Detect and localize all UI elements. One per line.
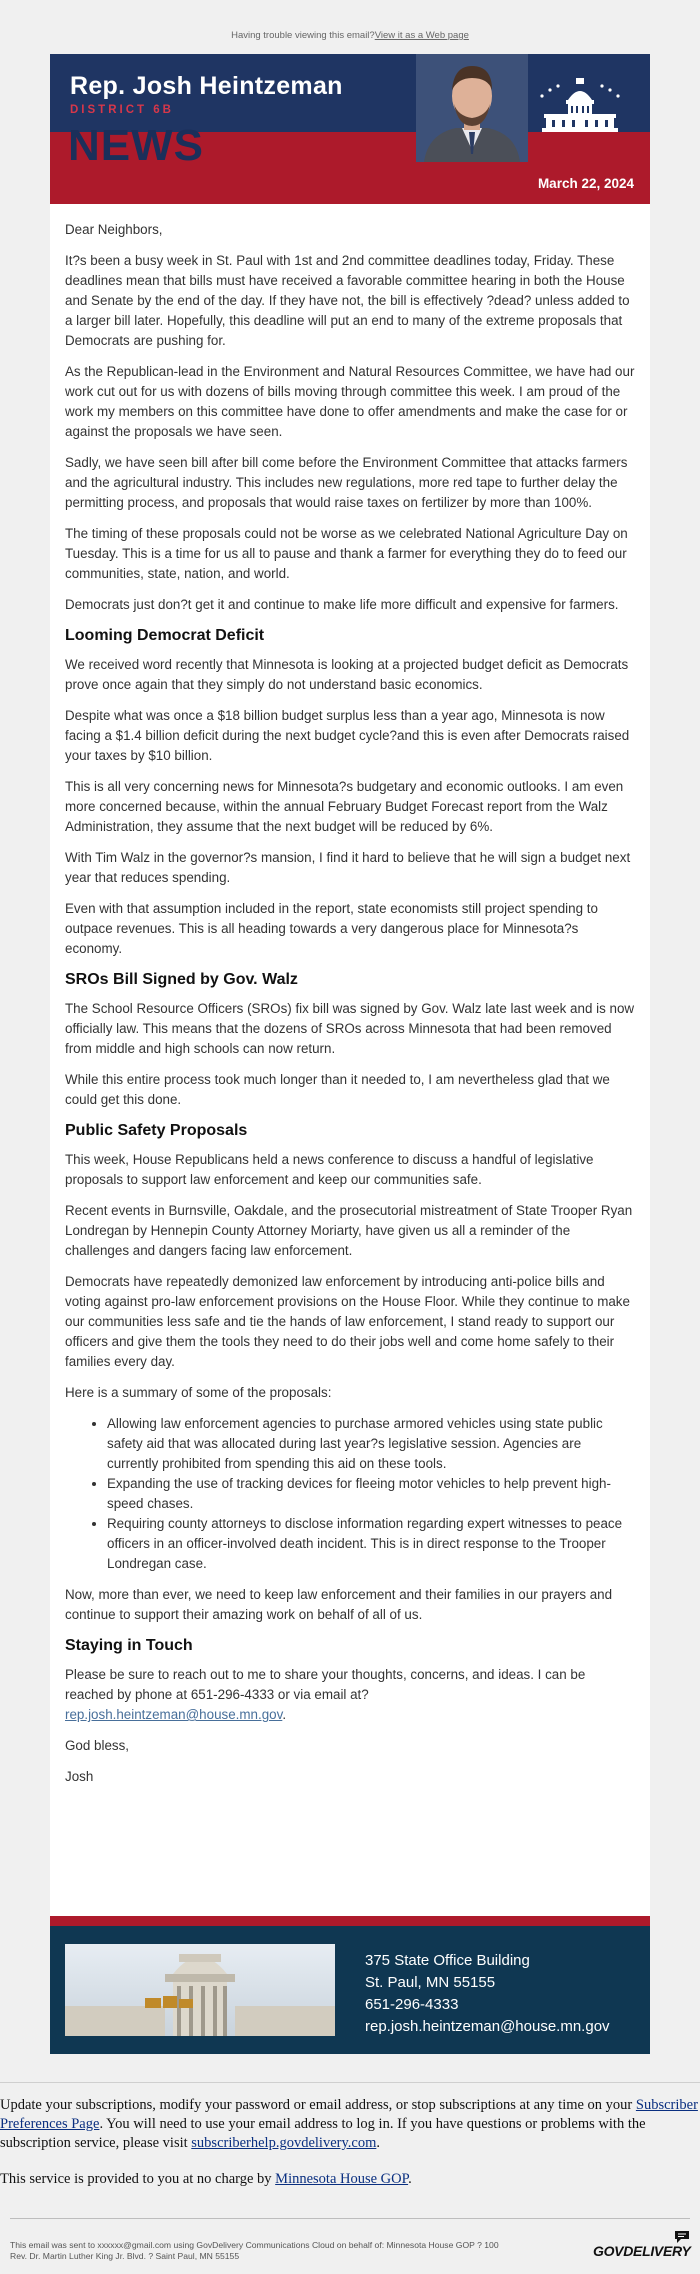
provided-by-paragraph [0,2170,700,2189]
provided-text: . [408,2171,412,2187]
intro-paragraph: Democrats just don?t get it and continue to make life more difficult and expensive for farmers. [65,597,619,612]
deficit-paragraph: Even with that assumption included in the report, state economists still project spending to outpace revenues. This is all heading towards a very dangerous place for Minnesota?s economy. [65,901,598,956]
intro-paragraph: The timing of these proposals could not be worse as we celebrated National Agriculture Day on Tuesday. This is a time for us all to pause and thank a farmer for everything they do to feed our communities, state, nation, and world. [65,526,628,581]
address-line-2: St. Paul, MN 55155 [365,1974,496,1991]
proposal-item: • Expanding the use of tracking devices for fleeing motor vehicles to help prevent high-speed chases. [107,1474,635,1514]
newsletter-body [50,204,650,1916]
safety-paragraph: Here is a summary of some of the proposals: [65,1385,332,1400]
sros-paragraph: The School Resource Officers (SROs) fix bill was signed by Gov. Walz late last week and is now officially law. This means that the dozens of SROs across Minnesota that had been removed from middle and high schools can now return. [65,1001,635,1056]
sros-paragraph: While this entire process took much longer than it needed to, I am nevertheless glad that we could get this done. [65,1072,610,1107]
intro-paragraph: Sadly, we have seen bill after bill come before the Environment Committee that attacks farmers and the agricultural industry. This includes new regulations, more red tape to further delay the permitting process, and proposals that would raise taxes on fertilizer by more than 100%. [65,455,628,510]
address-line-1: 375 State Office Building [365,1952,530,1969]
representative-portrait-icon [416,54,528,162]
deficit-paragraph: This is all very concerning news for Minnesota?s budgetary and economic outlooks. I am even more concerned because, within the annual February Budget Forecast report from the Walz Administration, they assume that the next budget will be reduced by 6%. [65,779,624,834]
trouble-viewing-text: Having trouble viewing this email? [231,30,375,41]
proposal-item: • Requiring county attorneys to disclose information regarding expert witnesses to peace officers in an officer-involved death incident. This is in direct response to the Trooper Londregan case. [107,1514,635,1574]
signoff: God bless, [65,1738,130,1753]
capitol-dome-icon [538,76,622,134]
subscription-paragraph [0,2096,700,2153]
safety-paragraph: This week, House Republicans held a news conference to discuss a handful of legislative proposals to support law enforcement and keep our communities safe. [65,1152,594,1187]
district-label: DISTRICT 6B [70,104,174,116]
contact-email-link[interactable]: rep.josh.heintzeman@house.mn.gov [65,1707,283,1722]
representative-name: Rep. Josh Heintzeman [70,72,343,100]
proposal-list [65,1414,635,1574]
subscriber-preferences-link[interactable]: Subscriber Preferences Page [0,2097,698,2132]
divider [0,2082,700,2083]
safety-paragraph: Democrats have repeatedly demonized law enforcement by introducing anti-police bills and voting against pro-law enforcement provisions on the House Floor. While they continue to make our communities less safe and tie the hands of law enforcement, I stand ready to support our officers and give them the tools they need to do their jobs well and come home safely to their families every day. [65,1274,630,1369]
subscriber-help-link[interactable]: subscriberhelp.govdelivery.com [191,2135,377,2151]
deficit-paragraph: We received word recently that Minnesota is looking at a projected budget deficit as Democrats prove once again that they simply do not understand basic economics. [65,657,629,692]
legal-footer [10,2240,570,2262]
deficit-paragraph: Despite what was once a $18 billion budget surplus less than a year ago, Minnesota is now facing a $1.4 billion deficit during the next budget cycle?and this is even after Democrats raised your taxes by $10 billion. [65,708,630,763]
minnesota-house-gop-link[interactable]: Minnesota House GOP [275,2171,409,2187]
subscription-text: . You will need to use your email address to log in. If you have questions or problems with the subscription service, please visit [0,2116,646,2151]
speech-bubble-icon [674,2230,690,2244]
legal-line: This email was sent to xxxxxx@gmail.com using GovDelivery Communications Cloud on behalf of: Minnesota House GOP ? 100 [10,2240,499,2250]
office-phone: 651-296-4333 [365,1996,459,2013]
view-online-notice [0,30,700,41]
legal-line: Rev. Dr. Martin Luther King Jr. Blvd. ? Saint Paul, MN 55155 [10,2251,240,2261]
proposal-item: • Allowing law enforcement agencies to purchase armored vehicles using state public safety aid that was allocated during last year?s legislative session. Agencies are currently prohibited from spending this aid on these tools. [107,1414,635,1474]
office-email: rep.josh.heintzeman@house.mn.gov [365,2018,610,2035]
subscription-text: . [376,2135,380,2151]
newsletter-header [50,54,650,204]
safety-paragraph: Recent events in Burnsville, Oakdale, and the prosecutorial mistreatment of State Trooper Ryan Londregan by Hennepin County Attorney Moriarty, have given us all a reminder of the challenges and dangers facing law enforcement. [65,1203,633,1258]
contact-paragraph: Please be sure to reach out to me to share your thoughts, concerns, and ideas. I can be reached by phone at 651-296-4333 or via email at? rep.josh.heintzeman@house.mn.gov. [65,1667,586,1722]
news-wordmark: NEWS [68,121,204,170]
signature: Josh [65,1769,94,1784]
office-address [365,1950,610,2038]
section-heading-public-safety: Public Safety Proposals [65,1122,248,1139]
divider [10,2218,690,2219]
contact-text: Please be sure to reach out to me to share your thoughts, concerns, and ideas. I can be reached by phone at 651-296-4333 or via email at? [65,1667,586,1702]
web-page-link[interactable]: View it as a Web page [374,30,469,41]
section-heading-sros: SROs Bill Signed by Gov. Walz [65,971,298,988]
provided-text: This service is provided to you at no charge by [0,2171,272,2187]
footer-red-bar [50,1916,650,1926]
contact-footer [50,1926,650,2054]
govdelivery-logo[interactable]: GOVDELIVERY [593,2243,691,2259]
capitol-building-photo-icon [65,1944,335,2036]
newsletter-date: March 22, 2024 [537,176,634,191]
subscription-text: Update your subscriptions, modify your password or email address, or stop subscriptions at any time on your [0,2097,633,2113]
safety-closing: Now, more than ever, we need to keep law enforcement and their families in our prayers and continue to support their amazing work on behalf of all of us. [65,1587,613,1622]
subscription-notice [0,2096,700,2206]
section-heading-staying-in-touch: Staying in Touch [65,1637,193,1654]
section-heading-deficit: Looming Democrat Deficit [65,627,265,644]
intro-paragraph: As the Republican-lead in the Environment and Natural Resources Committee, we have had our work cut out for us with dozens of bills moving through committee this week. I am proud of the work my members on this committee have done to offer amendments and make the case for or against the proposals we have seen. [65,364,635,439]
body-text [65,220,635,1798]
intro-paragraph: It?s been a busy week in St. Paul with 1st and 2nd committee deadlines today, Friday. These deadlines mean that bills must have received a favorable committee hearing in both the House and Senate by the end of the day. If they have not, the bill is effectively ?dead? unless added to a larger bill later. Hopefully, this deadline will put an end to many of the extreme proposals that Democrats are pushing for. [65,253,630,348]
deficit-paragraph: With Tim Walz in the governor?s mansion, I find it hard to believe that he will sign a budget next year that reduces spending. [65,850,631,885]
greeting: Dear Neighbors, [65,222,163,237]
